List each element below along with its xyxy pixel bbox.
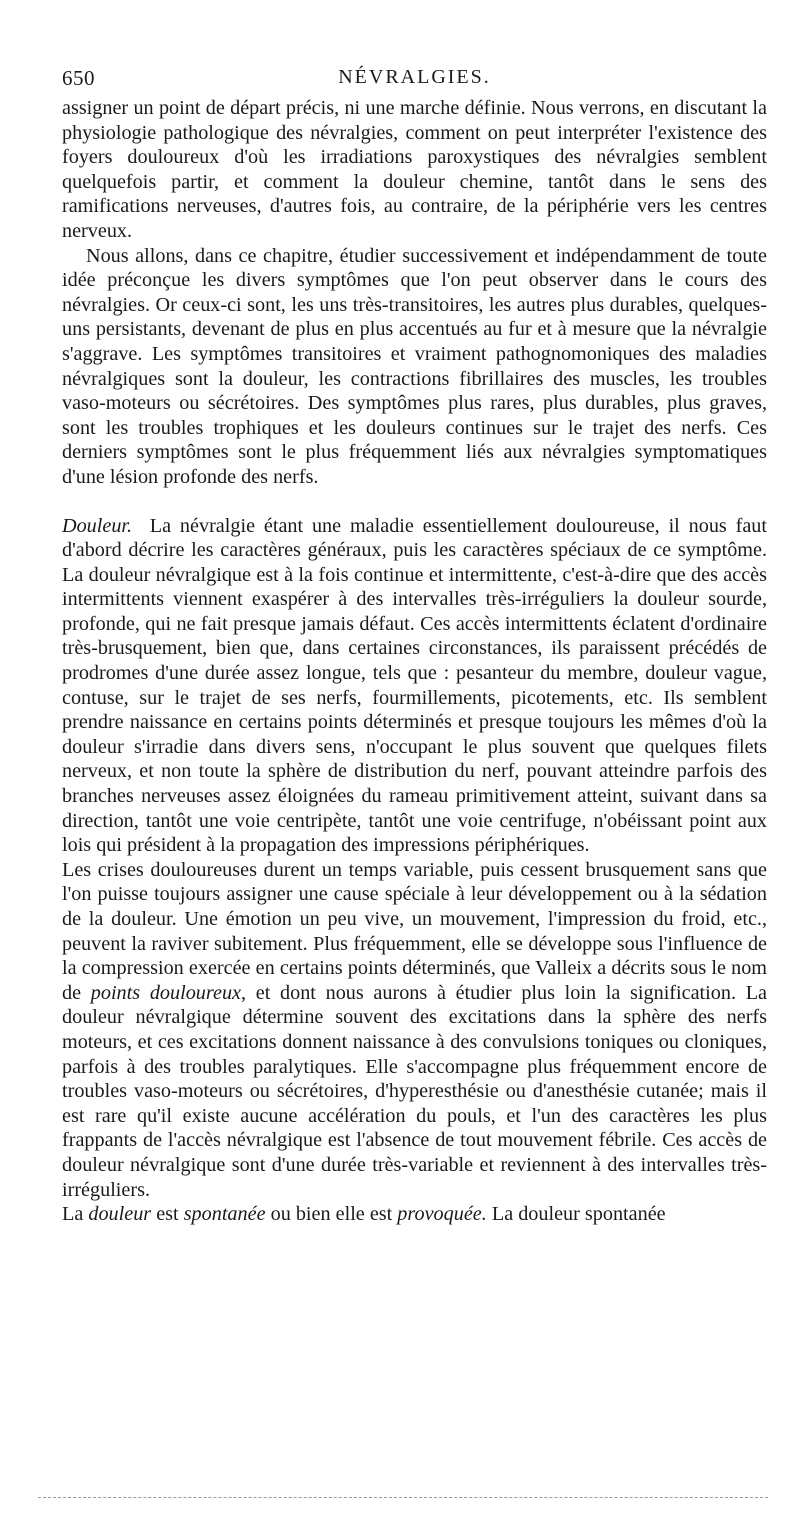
- last-line-i2: spontanée: [183, 1203, 266, 1226]
- paragraph-symptoms: [62, 244, 767, 490]
- footer-rule: [38, 1497, 768, 1498]
- paragraph-crises: [62, 858, 767, 1202]
- last-line-w2: est: [156, 1203, 179, 1226]
- paragraph-last-line: [62, 1202, 767, 1227]
- italic-points-douloureux: points douloureux: [90, 981, 242, 1004]
- paragraph-crises-text-a: Les crises douloureuses durent un temps variable, puis cessent brusquement sans que l'on puisse toujours assigner une cause spéciale à leur développement ou à la sédation de la douleur. Une émotion un peu vive, un mouvement, l'impression du froid, etc., peuvent la raviver subitement. Plus fréquemment, elle se développe sous l'influence de la compression exercée en certains points déterminés, que Valleix a décrits sous le nom de: [62, 858, 767, 1004]
- paragraph-douleur-text: La névralgie étant une maladie essentiellement douloureuse, il nous faut d'abord décrire les caractères généraux, puis les caractères spéciaux de ce symptôme. La douleur névralgique est à la fois continue et intermittente, c'est-à-dire que des accès intermittents viennent exaspérer à des intervalles très-irréguliers la douleur sourde, profonde, qui ne fait presque jamais défaut. Ces accès intermittents éclatent d'ordinaire très-brusquement, bien que, dans certaines circonstances, ils paraissent précédés de prodromes d'une durée assez longue, tels que : pesanteur du membre, douleur vague, contuse, sur le trajet de ses nerfs, fourmillements, picotements, etc. Ils semblent prendre naissance en certains points déterminés et presque toujours les mêmes d'où la douleur s'irradie dans divers sens, n'occupant le plus souvent que quelques filets nerveux, et non toute la sphère de distribution du nerf, pouvant atteindre parfois des branches nerveuses assez éloignées du rameau primitivement atteint, suivant dans sa direction, tantôt une voie centripète, tantôt une voie centrifuge, n'obéissant point aux lois qui président à la propagation des impressions périphériques.: [62, 514, 767, 857]
- paragraph-continuation: assigner un point de départ précis, ni une marche définie. Nous verrons, en discutant la physiologie pathologique des névralgies, comment on peut interpréter l'existence des foyers douloureux d'où les irradiations paroxystiques des névralgies semblent quelquefois partir, et comment la douleur chemine, tantôt dans le sens des ramifications nerveuses, d'autres fois, au contraire, de la périphérie vers les centres nerveux.: [62, 97, 767, 242]
- last-line-i3: provoquée.: [397, 1203, 487, 1226]
- paragraph-crises-text-b: , et dont nous aurons à étudier plus loin la signification. La douleur névralgique détermine souvent des excitations dans la sphère des nerfs moteurs, et ces excitations donnent naissance à des convulsions toniques ou cloniques, parfois à des troubles paralytiques. Elle s'accompagne plus fréquemment encore de troubles vaso-moteurs ou sécrétoires, d'hyperesthésie ou d'anesthésie cutanée; mais il est rare qu'il existe aucune accélération du pouls, et l'un des caractères les plus frappants de l'accès névralgique est l'absence de tout mouvement fébrile. Ces accès de douleur névralgique sont d'une durée très-variable et reviennent à des intervalles très-irréguliers.: [62, 981, 767, 1201]
- running-title: NÉVRALGIES.: [338, 66, 491, 88]
- section-heading: Douleur.: [62, 514, 133, 537]
- last-line-w3: ou bien elle est: [270, 1203, 393, 1226]
- page-header: [62, 66, 767, 94]
- body-text: [62, 96, 767, 1227]
- page-number: 650: [62, 66, 95, 90]
- paragraph-douleur: [62, 514, 767, 858]
- last-line-w4: La douleur spontanée: [491, 1203, 666, 1226]
- section-spacer: [62, 490, 767, 514]
- paragraph-symptoms-text: Nous allons, dans ce chapitre, étudier successivement et indépendamment de toute idée préconçue les divers symptômes que l'on peut observer dans le cours des névralgies. Or ceux-ci sont, les uns très-transitoires, les autres plus durables, quelques-uns persistants, devenant de plus en plus accentués au fur et à mesure que la névralgie s'aggrave. Les symptômes transitoires et vraiment pathognomoniques des maladies névralgiques sont la douleur, les contractions fibrillaires des muscles, les troubles vaso-moteurs ou sécrétoires. Des symptômes plus rares, plus durables, plus graves, sont les troubles trophiques et les douleurs continues sur le trajet des nerfs. Ces derniers symptômes sont le plus fréquemment liés aux névralgies symptomatiques d'une lésion profonde des nerfs.: [62, 244, 767, 488]
- last-line-w1: La: [62, 1203, 84, 1226]
- last-line-i1: douleur: [88, 1203, 152, 1226]
